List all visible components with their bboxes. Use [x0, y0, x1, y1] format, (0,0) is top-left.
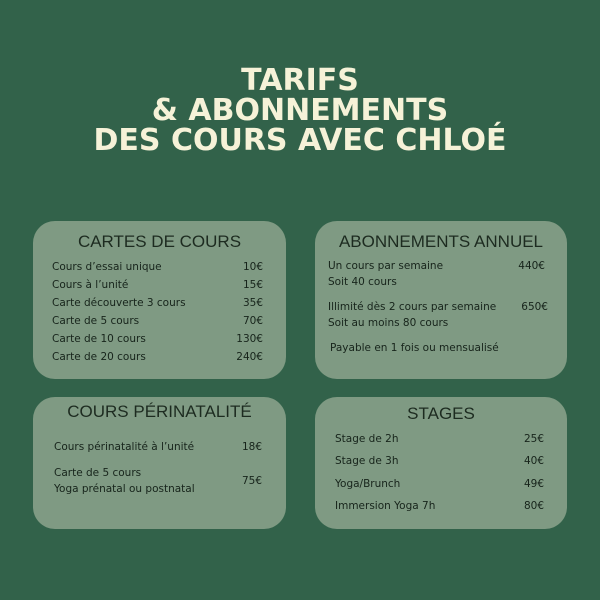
abonnement-item-sub: Soit au moins 80 cours	[328, 317, 449, 329]
cartes-item-price: 35€	[242, 297, 263, 309]
abonnements-heading: ABONNEMENTS ANNUEL	[338, 232, 544, 251]
abonnements-annuel-card	[315, 221, 567, 379]
stages-card	[315, 397, 567, 529]
perinatalite-item-price: 75€	[241, 475, 262, 487]
title-line-1: TARIFS	[241, 63, 359, 98]
cartes-item-price: 240€	[236, 351, 263, 363]
cartes-heading: CARTES DE COURS	[77, 232, 242, 251]
stages-item-label: Yoga/Brunch	[335, 478, 401, 490]
cartes-item-price: 15€	[242, 279, 263, 291]
abonnement-item-sub: Soit 40 cours	[328, 276, 397, 288]
stages-item-price: 40€	[523, 455, 544, 467]
perinatalite-item-label: Cours périnatalité à l’unité	[54, 441, 195, 453]
stages-item-label: Immersion Yoga 7h	[335, 500, 436, 512]
cartes-item-label: Cours d’essai unique	[52, 261, 162, 273]
cours-perinatalite-card	[33, 397, 286, 529]
cartes-item-label: Carte de 5 cours	[52, 315, 140, 327]
abonnement-item-label: Un cours par semaine	[328, 260, 444, 272]
stages-item-price: 25€	[523, 433, 544, 445]
cartes-item-label: Carte découverte 3 cours	[52, 297, 186, 309]
perinatalite-item-price: 18€	[241, 441, 262, 453]
abonnement-item-price: 650€	[521, 301, 548, 313]
perinatalite-item-sub: Yoga prénatal ou postnatal	[54, 483, 195, 495]
cartes-de-cours-card	[33, 221, 286, 379]
perinatalite-heading: COURS PÉRINATALITÉ	[67, 402, 252, 421]
stages-item-price: 49€	[523, 478, 544, 490]
page-title	[0, 63, 600, 158]
cartes-item-label: Carte de 10 cours	[52, 333, 146, 345]
stages-item-label: Stage de 2h	[335, 433, 399, 445]
cartes-item-price: 70€	[242, 315, 263, 327]
stages-item-label: Stage de 3h	[335, 455, 399, 467]
abonnement-note: Payable en 1 fois ou mensualisé	[330, 342, 499, 354]
perinatalite-item-label: Carte de 5 cours	[54, 467, 142, 479]
abonnement-item-label: Illimité dès 2 cours par semaine	[328, 301, 497, 313]
cartes-item-price: 130€	[236, 333, 263, 345]
cartes-item-label: Carte de 20 cours	[52, 351, 146, 363]
title-line-3: DES COURS AVEC CHLOÉ	[93, 123, 507, 158]
stages-item-price: 80€	[523, 500, 544, 512]
cartes-item-label: Cours à l’unité	[52, 279, 129, 291]
title-line-2: & ABONNEMENTS	[151, 93, 449, 128]
stages-heading: STAGES	[407, 404, 475, 423]
abonnement-item-price: 440€	[518, 260, 545, 272]
cartes-item-price: 10€	[242, 261, 263, 273]
